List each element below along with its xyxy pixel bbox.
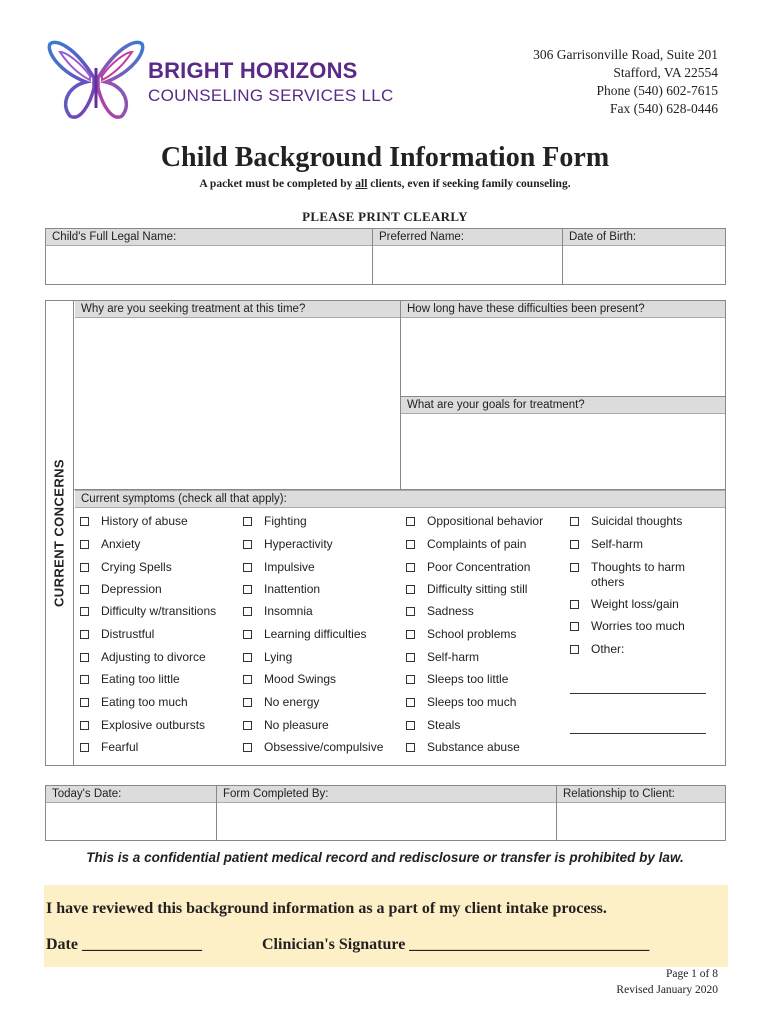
checkbox-icon[interactable] <box>406 585 415 594</box>
brand-subtitle: COUNSELING SERVICES LLC <box>148 86 394 105</box>
symptom-label: Fearful <box>101 740 139 754</box>
symptom-checkbox[interactable] <box>243 560 315 575</box>
symptom-label: Complaints of pain <box>427 537 527 551</box>
symptom-label: Other: <box>591 642 625 656</box>
symptom-label: Oppositional behavior <box>427 514 544 528</box>
checkbox-icon[interactable] <box>80 653 89 662</box>
confidentiality-notice: This is a confidential patient medical record and redisclosure or transfer is prohibited by law. <box>86 850 684 865</box>
checkbox-icon[interactable] <box>80 675 89 684</box>
checkbox-icon[interactable] <box>406 540 415 549</box>
symptom-label: No pleasure <box>264 718 329 732</box>
checkbox-icon[interactable] <box>243 653 252 662</box>
symptom-checkbox[interactable] <box>80 627 154 642</box>
symptom-checkbox[interactable] <box>80 560 172 575</box>
brand-name: BRIGHT HORIZONS <box>148 58 358 83</box>
checkbox-icon[interactable] <box>570 645 579 654</box>
symptom-label: Learning difficulties <box>264 627 367 641</box>
symptom-checkbox[interactable] <box>243 627 367 642</box>
symptom-label: Hyperactivity <box>264 537 333 551</box>
symptom-checkbox[interactable] <box>570 642 624 657</box>
full-name-label: Child's Full Legal Name: <box>46 229 372 246</box>
checkbox-icon[interactable] <box>406 721 415 730</box>
current-concerns-label: CURRENT CONCERNS <box>51 459 67 607</box>
symptom-label: No energy <box>264 695 320 709</box>
checkbox-icon[interactable] <box>80 540 89 549</box>
symptom-checkbox[interactable] <box>243 718 329 733</box>
page-number: Page 1 of 8 <box>665 968 718 980</box>
symptom-checkbox[interactable] <box>570 537 643 552</box>
symptom-checkbox[interactable] <box>406 514 543 529</box>
symptom-checkbox[interactable] <box>80 604 216 619</box>
revision-date: Revised January 2020 <box>616 984 718 996</box>
symptom-checkbox[interactable] <box>243 695 319 710</box>
clinician-review-box <box>44 885 728 967</box>
review-statement: I have reviewed this background information as a part of my client intake process. <box>46 900 607 917</box>
preferred-name-label: Preferred Name: <box>373 229 562 246</box>
symptom-checkbox[interactable] <box>80 650 206 665</box>
symptom-checkbox[interactable] <box>80 537 140 552</box>
symptom-label: Fighting <box>264 514 307 528</box>
checkbox-icon[interactable] <box>406 517 415 526</box>
symptom-label: Obsessive/compulsive <box>264 740 384 754</box>
symptom-label <box>591 560 685 590</box>
checkbox-icon[interactable] <box>243 630 252 639</box>
symptom-label: Lying <box>264 650 293 664</box>
checkbox-icon[interactable] <box>80 721 89 730</box>
goals-label: What are your goals for treatment? <box>401 397 725 414</box>
symptom-checkbox[interactable] <box>243 740 383 755</box>
symptom-checkbox[interactable] <box>80 672 180 687</box>
symptom-checkbox[interactable] <box>406 537 526 552</box>
symptom-label: Sadness <box>427 604 474 618</box>
symptom-label: Inattention <box>264 582 321 596</box>
checkbox-icon[interactable] <box>243 563 252 572</box>
symptom-checkbox[interactable] <box>406 740 520 755</box>
symptom-label: Eating too little <box>101 672 180 686</box>
checkbox-icon[interactable] <box>80 630 89 639</box>
checkbox-icon[interactable] <box>570 622 579 631</box>
why-treatment-label: Why are you seeking treatment at this time? <box>75 301 400 318</box>
symptom-checkbox[interactable] <box>406 604 474 619</box>
symptom-label: Adjusting to divorce <box>101 650 206 664</box>
symptom-checkbox[interactable] <box>243 537 333 552</box>
address-line: Stafford, VA 22554 <box>613 65 718 80</box>
checkbox-icon[interactable] <box>80 607 89 616</box>
clinician-signature-field[interactable]: Clinician's Signature ______________________________ <box>262 936 650 953</box>
symptom-checkbox[interactable] <box>406 718 460 733</box>
checkbox-icon[interactable] <box>243 743 252 752</box>
todays-date-label: Today's Date: <box>46 786 216 803</box>
other-symptom-input-line[interactable] <box>570 693 706 694</box>
symptom-checkbox[interactable] <box>243 650 292 665</box>
checkbox-icon[interactable] <box>406 653 415 662</box>
symptom-label-line: Thoughts to harm <box>591 560 686 574</box>
subtitle-emphasis: all <box>355 178 368 190</box>
checkbox-icon[interactable] <box>243 698 252 707</box>
symptom-checkbox[interactable] <box>570 514 682 529</box>
symptom-checkbox[interactable] <box>243 514 307 529</box>
symptom-label: Substance abuse <box>427 740 520 754</box>
symptom-label: Self-harm <box>591 537 644 551</box>
symptom-checkbox[interactable] <box>406 560 530 575</box>
address-block <box>533 46 718 118</box>
symptom-checkbox[interactable] <box>80 718 205 733</box>
symptom-label: Self-harm <box>427 650 480 664</box>
symptom-label: Impulsive <box>264 560 315 574</box>
subtitle <box>0 178 770 190</box>
symptom-label: Steals <box>427 718 461 732</box>
checkbox-icon[interactable] <box>406 743 415 752</box>
symptom-checkbox[interactable] <box>243 582 320 597</box>
symptom-label: Poor Concentration <box>427 560 531 574</box>
butterfly-logo-icon <box>46 38 146 122</box>
checkbox-icon[interactable] <box>570 540 579 549</box>
symptom-label: Weight loss/gain <box>591 597 679 611</box>
checkbox-icon[interactable] <box>243 675 252 684</box>
checkbox-icon[interactable] <box>406 563 415 572</box>
why-treatment-field[interactable] <box>74 300 401 490</box>
symptom-label: Insomnia <box>264 604 313 618</box>
symptoms-label: Current symptoms (check all that apply): <box>75 490 725 508</box>
symptom-checkbox[interactable] <box>80 514 188 529</box>
symptom-checkbox[interactable] <box>406 582 527 597</box>
symptom-checkbox[interactable] <box>406 672 508 687</box>
symptom-label: Difficulty w/transitions <box>101 604 217 618</box>
relationship-label: Relationship to Client: <box>557 786 725 803</box>
checkbox-icon[interactable] <box>243 607 252 616</box>
checkbox-icon[interactable] <box>570 600 579 609</box>
checkbox-icon[interactable] <box>80 563 89 572</box>
checkbox-icon[interactable] <box>570 517 579 526</box>
symptom-checkbox[interactable] <box>243 604 313 619</box>
symptom-label: Depression <box>101 582 162 596</box>
symptom-checkbox[interactable] <box>570 597 679 612</box>
symptom-label: Suicidal thoughts <box>591 514 683 528</box>
subtitle-text: A packet must be completed by <box>199 178 356 190</box>
checkbox-icon[interactable] <box>406 607 415 616</box>
checkbox-icon[interactable] <box>243 585 252 594</box>
completed-by-label: Form Completed By: <box>217 786 556 803</box>
print-clearly-heading: PLEASE PRINT CLEARLY <box>302 209 468 224</box>
symptom-label: Distrustful <box>101 627 155 641</box>
checkbox-icon[interactable] <box>406 630 415 639</box>
symptom-checkbox[interactable] <box>406 650 479 665</box>
checkbox-icon[interactable] <box>406 698 415 707</box>
symptom-label: Eating too much <box>101 695 188 709</box>
other-symptom-input-line[interactable] <box>570 733 706 734</box>
symptom-checkbox[interactable] <box>570 560 685 590</box>
address-line: 306 Garrisonville Road, Suite 201 <box>533 47 718 62</box>
how-long-label: How long have these difficulties been present? <box>401 301 725 318</box>
symptom-label: Explosive outbursts <box>101 718 206 732</box>
symptom-checkbox[interactable] <box>406 695 516 710</box>
symptom-label: Sleeps too much <box>427 695 517 709</box>
symptom-label-line: others <box>591 575 625 589</box>
checkbox-icon[interactable] <box>243 517 252 526</box>
symptom-checkbox[interactable] <box>570 619 685 634</box>
fax-line: Fax (540) 628-0446 <box>610 101 718 116</box>
subtitle-text: clients, even if seeking family counseling. <box>367 178 571 190</box>
checkbox-icon[interactable] <box>80 585 89 594</box>
symptom-checkbox[interactable] <box>80 740 138 755</box>
symptom-label: Worries too much <box>591 619 685 633</box>
checkbox-icon[interactable] <box>80 743 89 752</box>
checkbox-icon[interactable] <box>80 517 89 526</box>
symptom-checkbox[interactable] <box>243 672 336 687</box>
symptom-checkbox[interactable] <box>80 582 162 597</box>
checkbox-icon[interactable] <box>80 698 89 707</box>
symptom-checkbox[interactable] <box>80 695 188 710</box>
symptom-label: Mood Swings <box>264 672 337 686</box>
checkbox-icon[interactable] <box>243 721 252 730</box>
symptom-checkbox[interactable] <box>406 627 516 642</box>
symptom-label: Crying Spells <box>101 560 172 574</box>
symptom-label: Sleeps too little <box>427 672 509 686</box>
checkbox-icon[interactable] <box>406 675 415 684</box>
symptom-label: School problems <box>427 627 517 641</box>
page-title: Child Background Information Form <box>160 142 610 173</box>
dob-label: Date of Birth: <box>563 229 725 246</box>
review-date-field[interactable]: Date _______________ <box>46 936 202 953</box>
symptom-label: Difficulty sitting still <box>427 582 528 596</box>
symptom-label: Anxiety <box>101 537 141 551</box>
checkbox-icon[interactable] <box>243 540 252 549</box>
checkbox-icon[interactable] <box>570 563 579 572</box>
symptom-label: History of abuse <box>101 514 188 528</box>
phone-line: Phone (540) 602-7615 <box>596 83 718 98</box>
